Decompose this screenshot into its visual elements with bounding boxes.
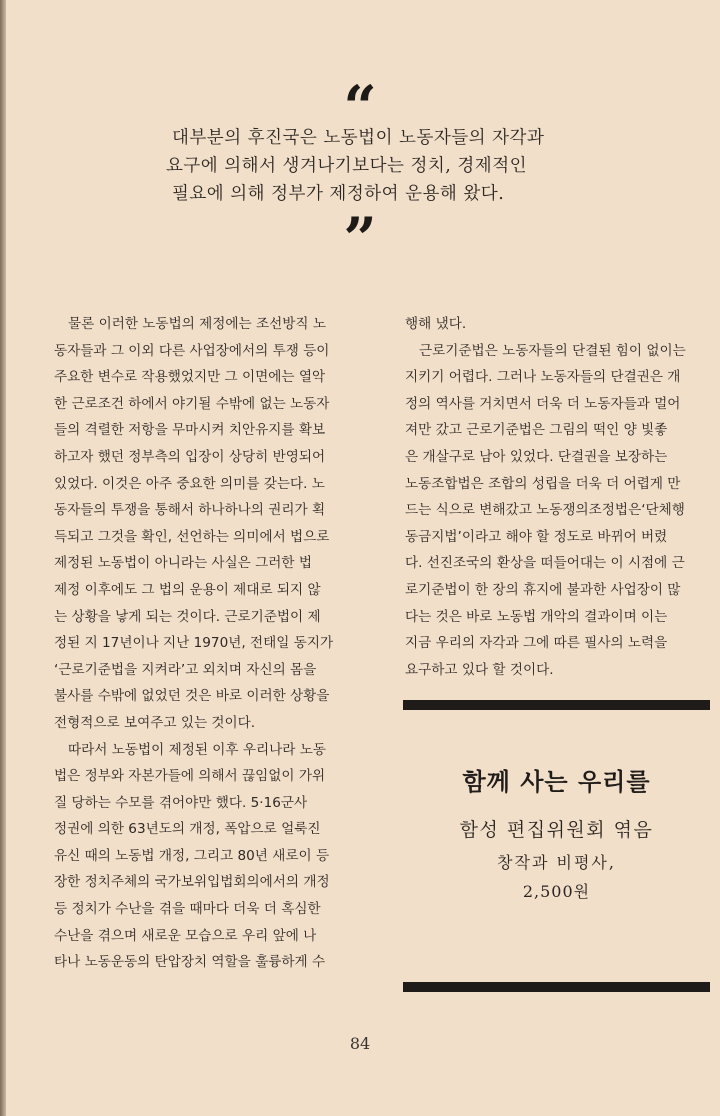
text-line: 타나 노동운동의 탄압장치 역할을 훌륭하게 수 [54, 954, 326, 971]
ad-bottom-rule [403, 982, 710, 992]
text-line: 있었다. 이것은 아주 중요한 의미를 갖는다. 노 [54, 475, 325, 492]
text-line: 로기준법이 한 장의 휴지에 불과한 사업장이 많 [405, 581, 681, 598]
text-line: 노동조합법은 조합의 성립을 더욱 더 어렵게 만 [405, 475, 681, 492]
pull-quote-line: 대부분의 후진국은 노동법이 노동자들의 자각과 [172, 128, 545, 148]
text-line: 다는 것은 바로 노동법 개악의 결과이며 이는 [405, 608, 668, 625]
ad-top-rule [403, 700, 710, 710]
text-line: 질 당하는 수모를 겪어야만 했다. 5·16군사 [54, 794, 308, 811]
text-line: 득되고 그것을 확인, 선언하는 의미에서 법으로 [54, 528, 330, 545]
pull-quote-line: 필요에 의해 정부가 제정하여 운용해 왔다. [172, 184, 505, 204]
text-line: 동자들과 그 이외 다른 사업장에서의 투쟁 등이 [54, 342, 330, 359]
text-line: 법은 정부와 자본가들에 의해서 끊임없이 가위 [54, 768, 326, 785]
text-line: 지키기 어렵다. 그러나 노동자들의 단결권은 개 [405, 369, 681, 386]
text-line: 주요한 변수로 작용했었지만 그 이면에는 열악 [54, 369, 326, 386]
text-line: 제정된 노동법이 아니라는 사실은 그러한 법 [54, 555, 312, 572]
text-line: 다. 선진조국의 환상을 떠들어대는 이 시점에 근 [405, 555, 685, 572]
text-line: 불사를 수밖에 없었던 것은 바로 이러한 상황을 [54, 688, 330, 705]
text-line: 근로기준법은 노동자들의 단결된 힘이 없이는 [419, 342, 686, 359]
text-line: 수난을 겪으며 새로운 모습으로 우리 앞에 나 [54, 927, 317, 944]
text-line: 들의 격렬한 저항을 무마시켜 치안유지를 확보 [54, 422, 326, 439]
text-line: 지금 우리의 자각과 그에 따른 필사의 노력을 [405, 635, 668, 652]
text-line: 따라서 노동법이 제정된 이후 우리나라 노동 [68, 741, 326, 758]
text-line: 은 개살구로 남아 있었다. 단결권을 보장하는 [405, 448, 668, 465]
text-line: 물론 이러한 노동법의 제정에는 조선방직 노 [68, 316, 326, 332]
left-text-column [54, 311, 354, 976]
text-line: 져만 갔고 근로기준법은 그림의 떡인 양 빛좋 [405, 422, 668, 439]
ad-price: 2,500원 [522, 882, 591, 901]
text-line: 정된 지 17년이나 지난 1970년, 전태일 동지가 [54, 635, 334, 652]
text-line: 는 상황을 낳게 되는 것이다. 근로기준법이 제 [54, 608, 321, 625]
text-line: 전형적으로 보여주고 있는 것이다. [54, 714, 256, 731]
page-spine-shadow [0, 0, 6, 1116]
text-line: 정권에 의한 63년도의 개정, 폭압으로 얼룩진 [54, 821, 321, 838]
text-line: 요구하고 있다 할 것이다. [405, 661, 554, 678]
text-line: 행해 냈다. [405, 316, 467, 332]
pull-quote [150, 124, 590, 208]
opening-quote-mark: “ [343, 73, 377, 141]
text-line: 한 근로조건 하에서 야기될 수밖에 없는 노동자 [54, 395, 330, 412]
right-text-column [405, 311, 710, 683]
ad-book-title: 함께 사는 우리를 [462, 768, 651, 796]
text-line: 드는 식으로 변해갔고 노동쟁의조정법은‘단체행 [405, 502, 685, 519]
ad-publisher: 창작과 비평사, [497, 853, 616, 872]
text-line: 유신 때의 노동법 개정, 그리고 80년 새로이 등 [54, 847, 330, 864]
text-line: 제정 이후에도 그 법의 운용이 제대로 되지 않 [54, 581, 321, 598]
ad-editor: 함성 편집위원회 엮음 [459, 819, 654, 841]
text-line: 하고자 했던 정부측의 입장이 상당히 반영되어 [54, 448, 326, 465]
text-line: 동자들의 투쟁을 통해서 하나하나의 권리가 획 [54, 502, 326, 519]
page-number: 84 [349, 1034, 371, 1053]
text-line: 정의 역사를 거치면서 더욱 더 노동자들과 멀어 [405, 395, 681, 412]
text-line: 등 정치가 수난을 겪을 때마다 더욱 더 혹심한 [54, 901, 321, 918]
text-line: 장한 정치주체의 국가보위입법회의에서의 개정 [54, 874, 330, 891]
text-line: ‘근로기준법을 지켜라’고 외치며 자신의 몸을 [54, 661, 317, 678]
pull-quote-line: 요구에 의해서 생겨나기보다는 정치, 경제적인 [166, 156, 528, 176]
text-line: 동금지법’이라고 해야 할 정도로 바뀌어 버렸 [405, 528, 668, 545]
closing-quote-mark: ” [343, 205, 377, 273]
